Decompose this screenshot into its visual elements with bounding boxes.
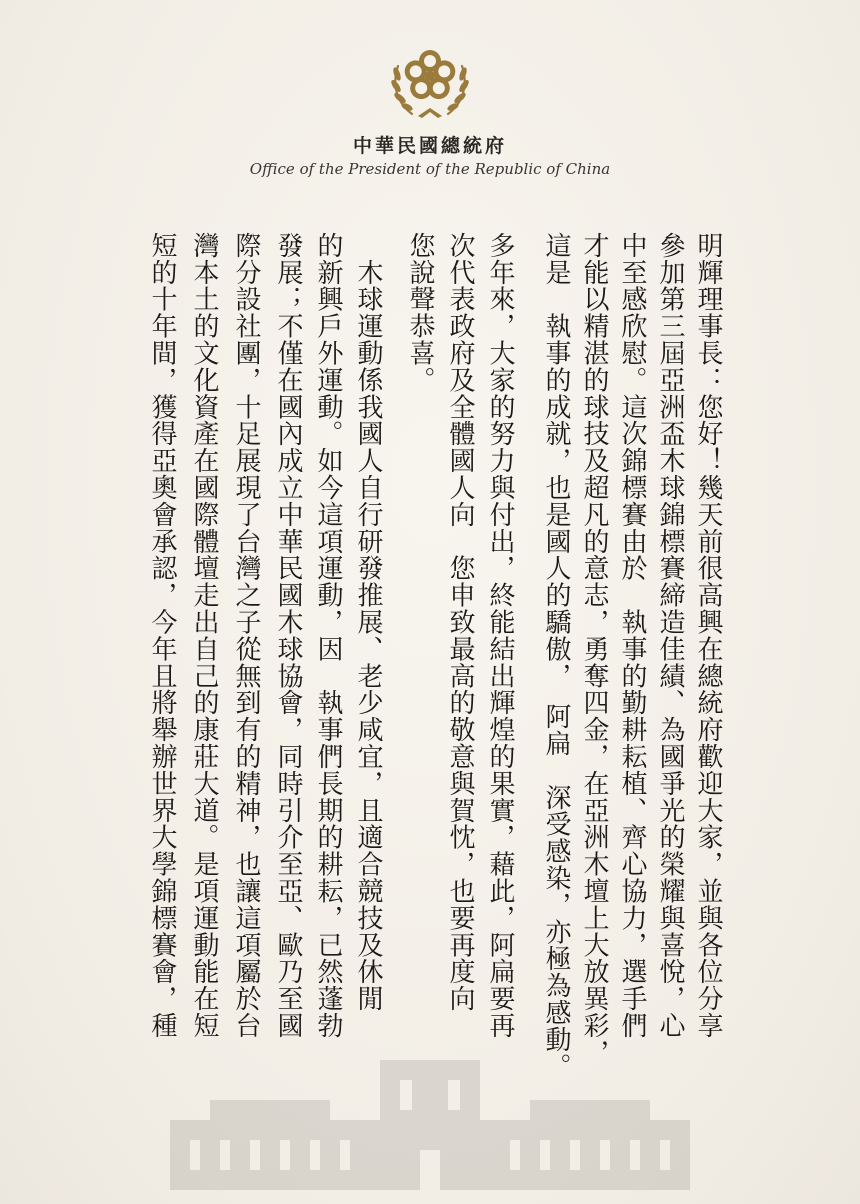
presidential-building-watermark [130,1050,730,1190]
letter-column: 您說聲恭喜。 [405,232,435,394]
letter-column: 次代表政府及全體國人向 您申致最高的敬意與賀忱，也要再度向 [445,232,475,1013]
letter-column: 明輝理事長：您好！幾天前很高興在總統府歡迎大家，並與各位分享 [693,232,723,1039]
letter-column: 際分設社團，十足展現了台灣之子從無到有的精神，也讓這項屬於台 [231,232,261,1039]
letter-column: 發展；不僅在國內成立中華民國木球協會，同時引介至亞、歐乃至國 [273,232,303,1039]
letter-column: 參加第三屆亞洲盃木球錦標賽締造佳績、為國爭光的榮耀與喜悅，心 [655,232,685,1039]
letter-column: 灣本土的文化資產在國際體壇走出自己的康莊大道。是項運動能在短 [189,232,219,1039]
letter-column: 的新興戶外運動。如今這項運動，因 執事們長期的耕耘，已然蓬勃 [313,232,343,1039]
letter-body [0,232,860,1080]
letter-column: 多年來，大家的努力與付出，終能結出輝煌的果實，藉此，阿扁要再 [485,232,515,1039]
letter-column: 中至感欣慰。這次錦標賽由於 執事的勤耕耘植、齊心協力，選手們 [617,232,647,1039]
office-title-english: Office of the President of the Republic of China [249,160,611,178]
letter-column: 木球運動係我國人自行研發推展、老少咸宜，且適合競技及休閒 [353,232,383,1013]
plum-blossom-emblem-icon [388,44,472,120]
letter-column: 這是 執事的成就，也是國人的驕傲， 阿扁 深受感染，亦極為感動。 [541,232,571,1080]
office-title-chinese: 中華民國總統府 [352,135,507,157]
letter-column: 才能以精湛的球技及超凡的意志，勇奪四金，在亞洲木壇上大放異彩， [579,232,609,1066]
letter-column: 短的十年間，獲得亞奧會承認，今年且將舉辦世界大學錦標賽會，種 [147,232,177,1039]
